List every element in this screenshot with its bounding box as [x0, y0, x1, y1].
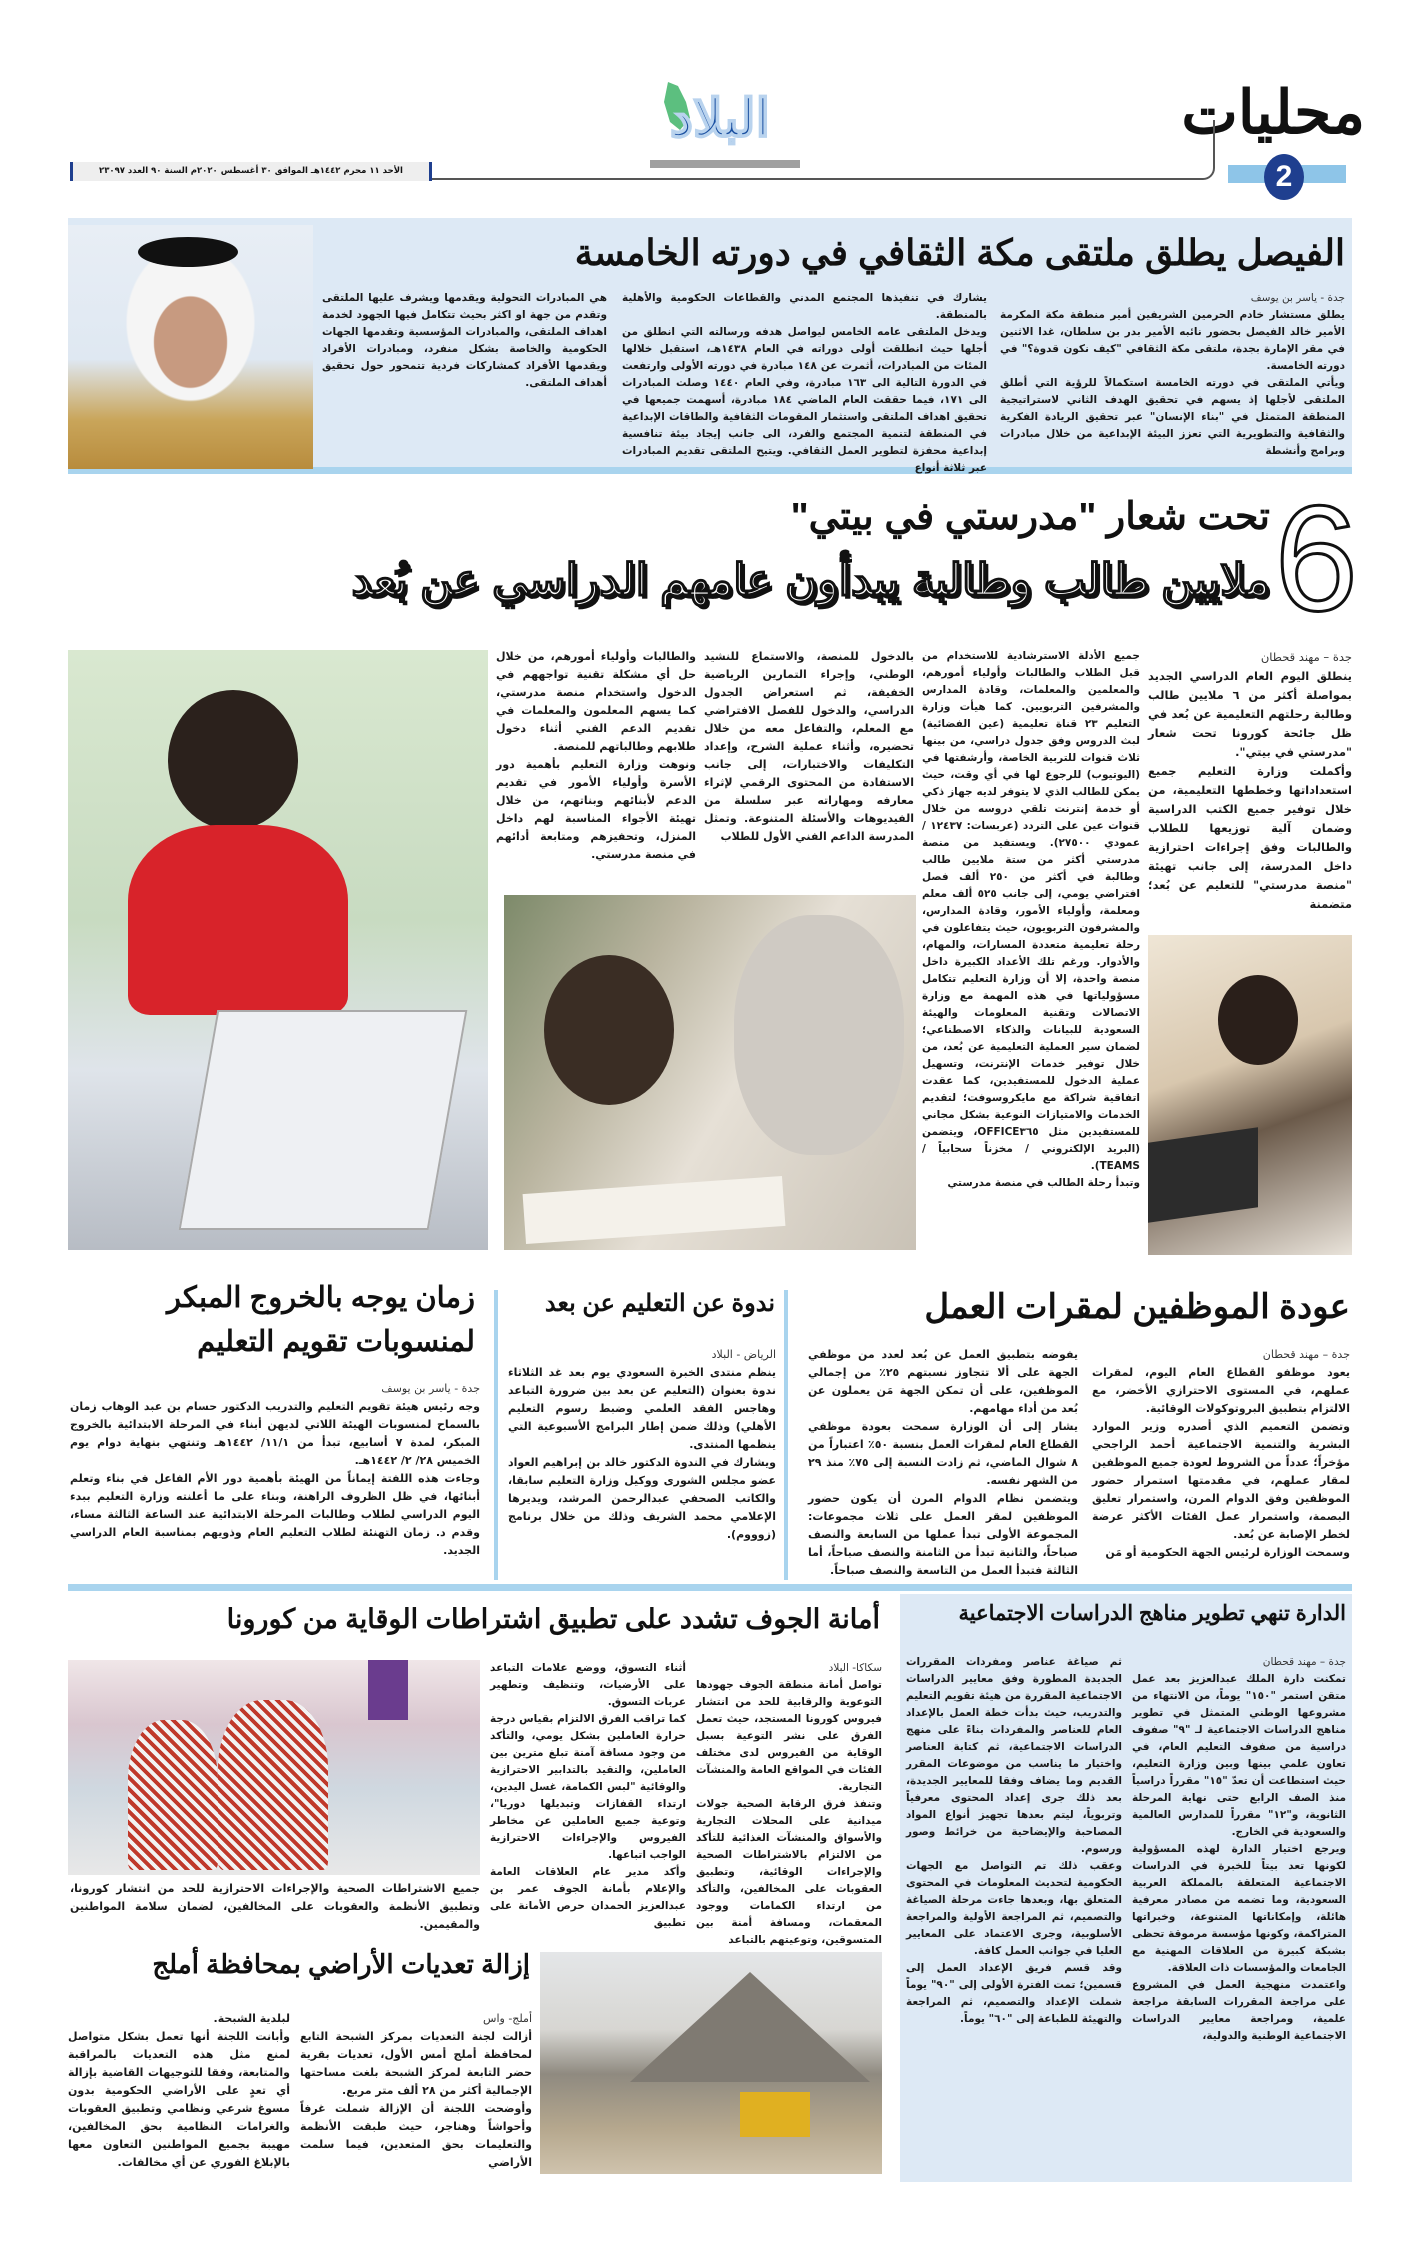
story6-text1: تمكنت دارة الملك عبدالعزيز بعد عمل متقن استمر "١٥٠" يوماً، من الانتهاء من مشروعها الوطني المتمثل في تطوير مناهج الدراسات الاجتماعية لـ "٩" صفوف دراسية من صفوف التعليم العام، في تعاون علمي بينها وبين وزارة التعليم، حيث استطاعت أن تعدّ "١٥" مقرراً دراسياً منذ الصف الرابع حتى نهاية المرحلة الثانوية، و"١٢" مقرراً للمدارس العالمية والسعودية في الخارج. ويرجع اختيار الدارة لهذه المسؤولية لكونها تعد بيتاً للخبرة في الدراسات الاجتماعية المتعلقة بالمملكة العربية السعودية، وما تضمه من مصادر معرفية هائلة، وإمكاناتها المتنوعة، وخبراتها المتراكمة، وكونها مؤسسة مرموقة تحظى بشبكة كبيرة من العلاقات المهنية مع الجامعات والمؤسسات ذات العلاقة. واعتمدت منهجية العمل في المشروع على مراجعة المقررات السابقة مراجعة علمية، ومراجعة معايير الدراسات الاجتماعية الوطنية والدولية، [1132, 1673, 1346, 2042]
story5-headline-2: لمنسوبات تقويم التعليم [197, 1326, 475, 1358]
story4-byline: الرياض - البلاد [711, 1348, 776, 1361]
notebook [523, 1176, 786, 1244]
newspaper-logo [640, 80, 800, 162]
photo-prince-khalid-al-faisal [68, 225, 313, 469]
story3-text1: يعود موظفو القطاع العام اليوم، لمقرات عملهم، في المستوى الاحترازي الأخضر، مع الالتزام بتطبيق البروتوكولات الوقائية. وتضمن التعميم الذي أصدره وزير الموارد البشرية والتنمية الاجتماعية أحمد الراجحي مؤخراً؛ عدداً من الشروط لعودة جميع الموظفين لمقار عملهم، في مقدمتها استمرار حضور الموظفين وفق الدوام المرن، واستمرار تعليق البصمة، واستمرار عمل الفئات الأكثر عرضة لخطر الإصابة عن بُعد. وسمحت الوزارة لرئيس الجهة الحكومية أو مَن [1092, 1366, 1350, 1559]
laptop [179, 1010, 468, 1230]
photo-boy-at-laptop-with-headphones [68, 650, 488, 1250]
story2-col-b: جميع الأدلة الاسترشادية للاستخدام من قبل الطلاب والطالبات وأولياء أمورهم، والمعلمين والمعلمات، وقادة المدارس والمشرفين التربويين. كما هيأت وزارة التعليم ٢٣ قناة تعليمية (عين الفضائية) لبث الدروس وفق جدول دراسي، من بينها ثلاث قنوات للتربية الخاصة، وأرشفتها في (اليوتيوب) للرجوع لها في أي وقت، حيث يمكن للطالب الذي لا يتوفر لديه جهاز ذكي أو خدمة إنترنت تلقي دروسه من خلال قنوات عين على التردد (عربسات: ١٢٤٣٧ / عمودي ٢٧٥٠٠). ويستفيد من منصة مدرستي أكثر من ستة ملايين طالب وطالبة في أكثر من ٢٥٠ ألف فصل افتراضي يومي، إلى جانب ٥٢٥ ألف معلم ومعلمة، وأولياء الأمور، وقادة المدارس، والمشرفون التربويون، حيث يتفاعلون في رحلة تعليمية متعددة المسارات، والمهام، والأدوار. ورغم تلك الأعداد الكبيرة داخل منصة واحدة، إلا أن وزارة التعليم تتكامل مسؤولياتها في هذه المهمة مع وزارة الاتصالات وتقنية المعلومات والهيئة السعودية للبيانات والذكاء الاصطناعي؛ لضمان سير العملية التعليمية عن بُعد، من خلال توفير خدمات الإنترنت، وتسهيل عملية الدخول للمستفيدين، كما عقدت اتفاقية شراكة مع مايكروسوفت؛ لتقديم الخدمات والامتيازات النوعية بشكل مجاني للمستفيدين مثل OFFICE٣٦٥، ويتضمن (البريد الإلكتروني / مخزناً سحابياً / TEAMS). وتبدأ رحلة الطالب في منصة مدرستي [922, 650, 1140, 1189]
story8-headline: إزالة تعديات الأراضي بمحافظة أملج [152, 1949, 530, 1979]
laptop [1148, 1127, 1258, 1222]
story8-col1 [300, 2010, 532, 2172]
boy-red-shirt [128, 825, 348, 1015]
story2-kicker: تحت شعار "مدرستي في بيتي" [790, 496, 1270, 538]
story4-body [508, 1346, 776, 1544]
story5-byline: جدة - ياسر بن يوسف [381, 1382, 480, 1395]
section-divider [68, 1584, 1352, 1591]
photo-inspectors-in-supermarket [68, 1660, 480, 1875]
boy-figure [544, 955, 674, 1105]
story6-headline: الدارة تنهي تطوير مناهج الدراسات الاجتماعية [958, 1602, 1346, 1625]
photo-bulldozer-removing-encroachments [540, 1952, 882, 2174]
story7-byline: سكاكا- البلاد [828, 1662, 882, 1674]
story3-col2: يفوضه بتطبيق العمل عن بُعد لعدد من موظفي الجهة على ألا تتجاوز نسبتهم ٢٥٪ من إجمالي الموظفين، على أن تمكن الجهة مَن يعملون عن بُعد من أداء مهامهم. يشار إلى أن الوزارة سمحت بعودة موظفي القطاع العام لمقرات العمل بنسبة ٥٠٪ اعتباراً من ٨ شوال الماضي، ثم زادت النسبة إلى ٧٥٪ منذ ٢٩ من الشهر نفسه. ويتضمن نظام الدوام المرن أن يكون حضور الموظفين لمقر العمل على ثلاث مجموعات: المجموعة الأولى تبدأ عملها من السابعة والنصف صباحاً، والثانية تبدأ من الثامنة والنصف صباحاً، أما الثالثة فتبدأ العمل من التاسعة والنصف صباحاً. [808, 1348, 1079, 1577]
story6-byline: جدة – مهند قحطان [1262, 1656, 1346, 1668]
story8-col2: لبلدية الشبحة. وأبانت اللجنة أنها تعمل بشكل متواصل لمنع مثل هذه التعديات بالمراقبة والمتابعة، وفقا للتوجيهات القاضية بإزالة أي تعدٍ على الأراضي الحكومية بدون مسوغ شرعي ونظامي وتطبيق العقوبات والغرامات النظامية بحق المخالفين، مهيبة بجميع المواطنين التعاون معها بالإبلاغ الفوري عن أي مخالفات. [68, 2012, 290, 2169]
story6-col1 [1132, 1654, 1346, 2045]
story5-headline-1: زمان يوجه بالخروج المبكر [167, 1282, 475, 1314]
story3-byline: جدة – مهند قحطان [1262, 1348, 1350, 1361]
date-line: الأحد ١١ محرم ١٤٤٢هـ الموافق ٣٠ أغسطس ٢٠٢٠م السنة ٩٠ العدد ٢٣٠٩٧ [70, 162, 432, 181]
story2-headline: ملايين طالب وطالبة يبدأون عامهم الدراسي عن بُعد [351, 556, 1270, 605]
story2-col-c: بالدخول للمنصة، والاستماع للنشيد الوطني، وإجراء التمارين الرياضية الخفيفة، ثم استعراض الجدول الدراسي، والدخول للفصل الافتراضي مع المعلم، والتفاعل معه من خلال تحضيره، وأثناء عملية الشرح، وإعداد التكليفات والاختبارات، إلى جانب الاستفادة من المحتوى الرقمي لإثراء معارفه ومهاراته عبر سلسلة من الفيديوهات والأسئلة المتنوعة. وتمثل المدرسة الداعم الفني الأول للطلاب [704, 650, 914, 843]
boy-head [1218, 975, 1298, 1065]
story1-col3: هي المبادرات التحولية ويقدمها ويشرف عليها الملتقى وتقدم من جهة او اكثر بحيث تتكامل فيها الجهود لخدمة اهداف الملتقى، والمبادرات المؤسسية وتقدمها الجهات الحكومية والخاصة بشكل منفرد، ومبادرات الأفراد ويقدمها الأفراد كمشاركات فردية تتمحور حول تحقيق أهداف الملتقى. [322, 292, 607, 389]
section-title: محليات [1181, 79, 1365, 146]
story2-col-d: والطالبات وأولياء أمورهم، من خلال حل أي مشكلة تقنية تواجههم في الدخول واستخدام منصة مدرستي، كما يسهم المعلمون والمعلمات في تقديم الدعم الفني أثناء دخول طلابهم وطالباتهم للمنصة. ونوهت وزارة التعليم بأهمية دور الأسرة وأولياء الأمور في تقديم الدعم لأبنائهم وبناتهم، من خلال تهيئة الأجواء المناسبة لهم داخل المنزل، وتحفيزهم ومتابعة أدائهم في منصة مدرستي. [496, 650, 696, 861]
mountain [630, 1972, 870, 2082]
logo-text: البلاد [669, 90, 771, 148]
story8-text1: أزالت لجنة التعديات بمركز الشبحة التابع لمحافظة أملج أمس الأول، تعديات بقرية حضر التابعة لمركز الشبحة بلغت مساحتها الإجمالية أكثر من ٢٨ ألف متر مربع. وأوضحت اللجنة أن الإزالة شملت غرفاً وأحواشاً وهناجر، حيث طبقت الأنظمة والتعليمات بحق المتعدين، فيما سلمت الأراضي [300, 2030, 532, 2169]
story6-col2: ثم صياغة عناصر ومفردات المقررات الجديدة المطورة وفق معايير الدراسات الاجتماعية المقررة من هيئة تقويم التعليم والتدريب، حيث بدأت خطة العمل بالإعداد العام للعناصر والمفردات بناءً على منهج الدراسات الاجتماعية، ثم كتابة العناصر واختيار ما يناسب من موضوعات المقرر القديم وما يضاف وفقا للمعايير الجديدة، بعد ذلك جرى إعداد المحتوى معرفياً وتربوياً، ليتم بعدها تجهيز أنواع المواد المصاحبة والإيضاحية من خرائط وصور ورسوم. وعقب ذلك تم التواصل مع الجهات الحكومية لتحديث المعلومات في المحتوى المتعلق بها، وبعدها جاءت مرحلة الصياغة والتصميم، ثم المراجعة الأولية والمراجعة الأسلوبية، وجرى الاعتماد على المعايير العليا في جوانب العمل كافة. وقد قسم فريق الإعداد العمل إلى قسمين؛ تمت الفترة الأولى إلى "٩٠" يوماً شملت الإعداد والتصميم، ثم المراجعة والتهيئة للطباعة إلى "٦٠" يوماً. [906, 1656, 1122, 2025]
column-divider [784, 1290, 788, 1580]
mother-hijab [734, 915, 904, 1155]
inspector-ghutra [218, 1700, 328, 1870]
photo-mother-and-son-studying [504, 895, 916, 1250]
story7-col1 [696, 1660, 882, 1949]
story2-big-number: 6 [1274, 474, 1358, 642]
agal-headband [138, 237, 238, 267]
story3-headline: عودة الموظفين لمقرات العمل [924, 1288, 1350, 1326]
story1-text: يطلق مستشار خادم الحرمين الشريفين أمير منطقة مكة المكرمة الأمير خالد الفيصل بحضور نائبه الأمير بدر بن سلطان، غدا الاثنين في مقر الإمارة بجدة، ملتقى مكة الثقافي "كيف نكون قدوة؟" في دورته الخامسة. ويأتي الملتقى في دورته الخامسة استكمالاً للرؤية التي أطلق الملتقى لأجلها إذ يسهم في تحقيق الهدف الثاني لاستراتيجية المنطقة المتمثل في "بناء الإنسان" عبر تحقيق الريادة الفكرية والثقافية والتطويرية التي تعزز البيئة الإبداعية من خلال مبادرات وبرامج وأنشطة [1000, 309, 1345, 457]
story1-col1 [1000, 290, 1345, 460]
story5-body [70, 1380, 480, 1560]
story7-col2: أثناء التسوق، ووضع علامات التباعد على الأرضيات، وتنظيف وتطهير عربات التسوق. كما تراقب الفرق الالتزام بقياس درجة حرارة العاملين بشكل يومي، والتأكد من وجود مسافة آمنة تبلغ مترين بين العاملين، والتقيد بالتدابير الاحترازية والوقائية "لبس الكمامة، غسل اليدين، ارتداء القفازات وتبديلها دوريا"، وتوعية جميع العاملين عن مخاطر الفيروس والإجراءات الاحترازية الواجب اتباعها. وأكد مدير عام العلاقات العامة والإعلام بأمانة الجوف عمر بن عبدالعزيز الحمدان حرص الأمانة على تطبيق [490, 1662, 686, 1929]
story8-byline: أملج- واس [483, 2012, 532, 2025]
story7-text1: تواصل أمانة منطقة الجوف جهودها التوعوية والرقابية للحد من انتشار فيروس كورونا المستجد، حيث تعمل الفرق على نشر التوعية بسبل الوقاية من الفيروس لدى مختلف الفئات في المواقع العامة والمنشآت التجارية. وتنفذ فرق الرقابة الصحية جولات ميدانية على المحلات التجارية والأسواق والمنشآت الغذائية للتأكد من الالتزام بالاشتراطات الصحية والإجراءات الوقائية، وتطبيق العقوبات على المخالفين، والتأكد من ارتداء الكمامات ووجود المعقمات، ومسافة أمنة بين المتسوقين، وتوعيتهم بالتباعد [696, 1679, 882, 1946]
logo-underbar [650, 160, 800, 168]
page-number: 2 [1264, 154, 1304, 200]
story2-col-a [1148, 648, 1352, 914]
story5-text: وجه رئيس هيئة تقويم التعليم والتدريب الدكتور حسام بن عبد الوهاب زمان بالسماح لمنسوبات الهيئة اللاتي لديهن أبناء في المرحلة الابتدائية بالخروج المبكر، لمدة ٧ أسابيع، تبدأ من ١١/١/ ١٤٤٢هـ وتنتهي بنهاية دوام يوم الخميس ٢٨/ ٢/ ١٤٤٢هـ. وجاءت هذه اللفتة إيماناً من الهيئة بأهمية دور الأم الفاعل في بناء وتعلم أبنائها، في ظل الظروف الراهنة، وبناء على ما أعلنته وزارة التعليم ببدء اليوم الدراسي لطلاب وطالبات المرحلة الابتدائية عند الساعة الثالثة مساء، وقدم د. زمان التهنئة لطلاب التعليم العام وذويهم بمناسبة العام الدراسي الجديد. [70, 1400, 480, 1557]
photo-boy-with-laptop [1148, 935, 1352, 1255]
story3-col1 [1092, 1346, 1350, 1562]
inspector-2 [128, 1720, 218, 1870]
column-divider [494, 1290, 498, 1580]
shop-banner [368, 1660, 408, 1720]
story4-headline: ندوة عن التعليم عن بعد [544, 1290, 775, 1317]
story2-text-a: ينطلق اليوم العام الدراسي الجديد بمواصلة أكثر من ٦ ملايين طالب وطالبة رحلتهم التعليمية عن بُعد في ظل جائحة كورونا تحت شعار "مدرستي في بيتي". وأكملت وزارة التعليم جميع استعداداتها وخططها التعليمية، من خلال توفير جميع الكتب الدراسية وضمان آلية توزيعها للطلاب والطالبات وفق إجراءات احترازية داخل المدرسة، إلى جانب تهيئة "منصة مدرستي" للتعليم عن بُعد؛ متضمنة [1148, 669, 1352, 911]
story7-col3: جميع الاشتراطات الصحية والإجراءات الاحترازية للحد من انتشار كورونا، وتطبيق الأنظمة والعقوبات على المخالفين، لضمان سلامة المواطنين والمقيمين. [70, 1882, 480, 1931]
story2-byline: جدة – مهند قحطان [1260, 650, 1352, 664]
story7-headline: أمانة الجوف تشدد على تطبيق اشتراطات الوقاية من كورونا [226, 1604, 880, 1634]
story1-byline: جدة - ياسر بن يوسف [1250, 292, 1345, 304]
section-bracket [430, 120, 1215, 180]
bulldozer [740, 2092, 810, 2137]
boy-head [168, 690, 298, 830]
story1-col2: يشارك في تنفيذها المجتمع المدني والقطاعات الحكومية والأهلية بالمنطقة. ويدخل الملتقى عامه الخامس ليواصل هدفه ورسالته التي انطلق من أجلها حيث انطلقت أولى دوراته في العام ١٤٣٨هـ، استقبل خلالها المئات من المبادرات، أثمرت عن ١٤٨ مبادرة في دورته الأولى وارتفعت في الدورة التالية الى ١٦٣ مبادرة، وفي العام ١٤٤٠ وصلت المبادرات الى ١٧١، فيما حققت العام الماضي ١٨٤ مبادرة، أسهمت جميعها في تحقيق اهداف الملتقى واستثمار المقومات الثقافية والطاقات الإبداعية في المنطقة لتنمية المجتمع والفرد، الى جانب إيجاد بيئة تنافسية إبداعية محفزة لتطوير العمل الثقافي. ويتيح الملتقى تقديم المبادرات عبر ثلاثة أنواع [622, 292, 988, 474]
story4-text: ينظم منتدى الخبرة السعودي يوم بعد غد الثلاثاء ندوة بعنوان (التعليم عن بعد بين ضرورة التباعد وهاجس الفقد العلمي وضبط رسوم التعليم الأهلي) وذلك ضمن إطار البرامج الأسبوعية التي ينظمها المنتدى. ويشارك في الندوة الدكتور خالد بن إبراهيم العواد عضو مجلس الشورى ووكيل وزارة التعليم سابقا، والكاتب الصحفي عبدالرحمن المرشد، ويديرها الإعلامي محمد الشريف وذلك من خلال برنامج (زوووم). [508, 1366, 776, 1541]
story1-headline: الفيصل يطلق ملتقى مكة الثقافي في دورته الخامسة [574, 232, 1345, 273]
